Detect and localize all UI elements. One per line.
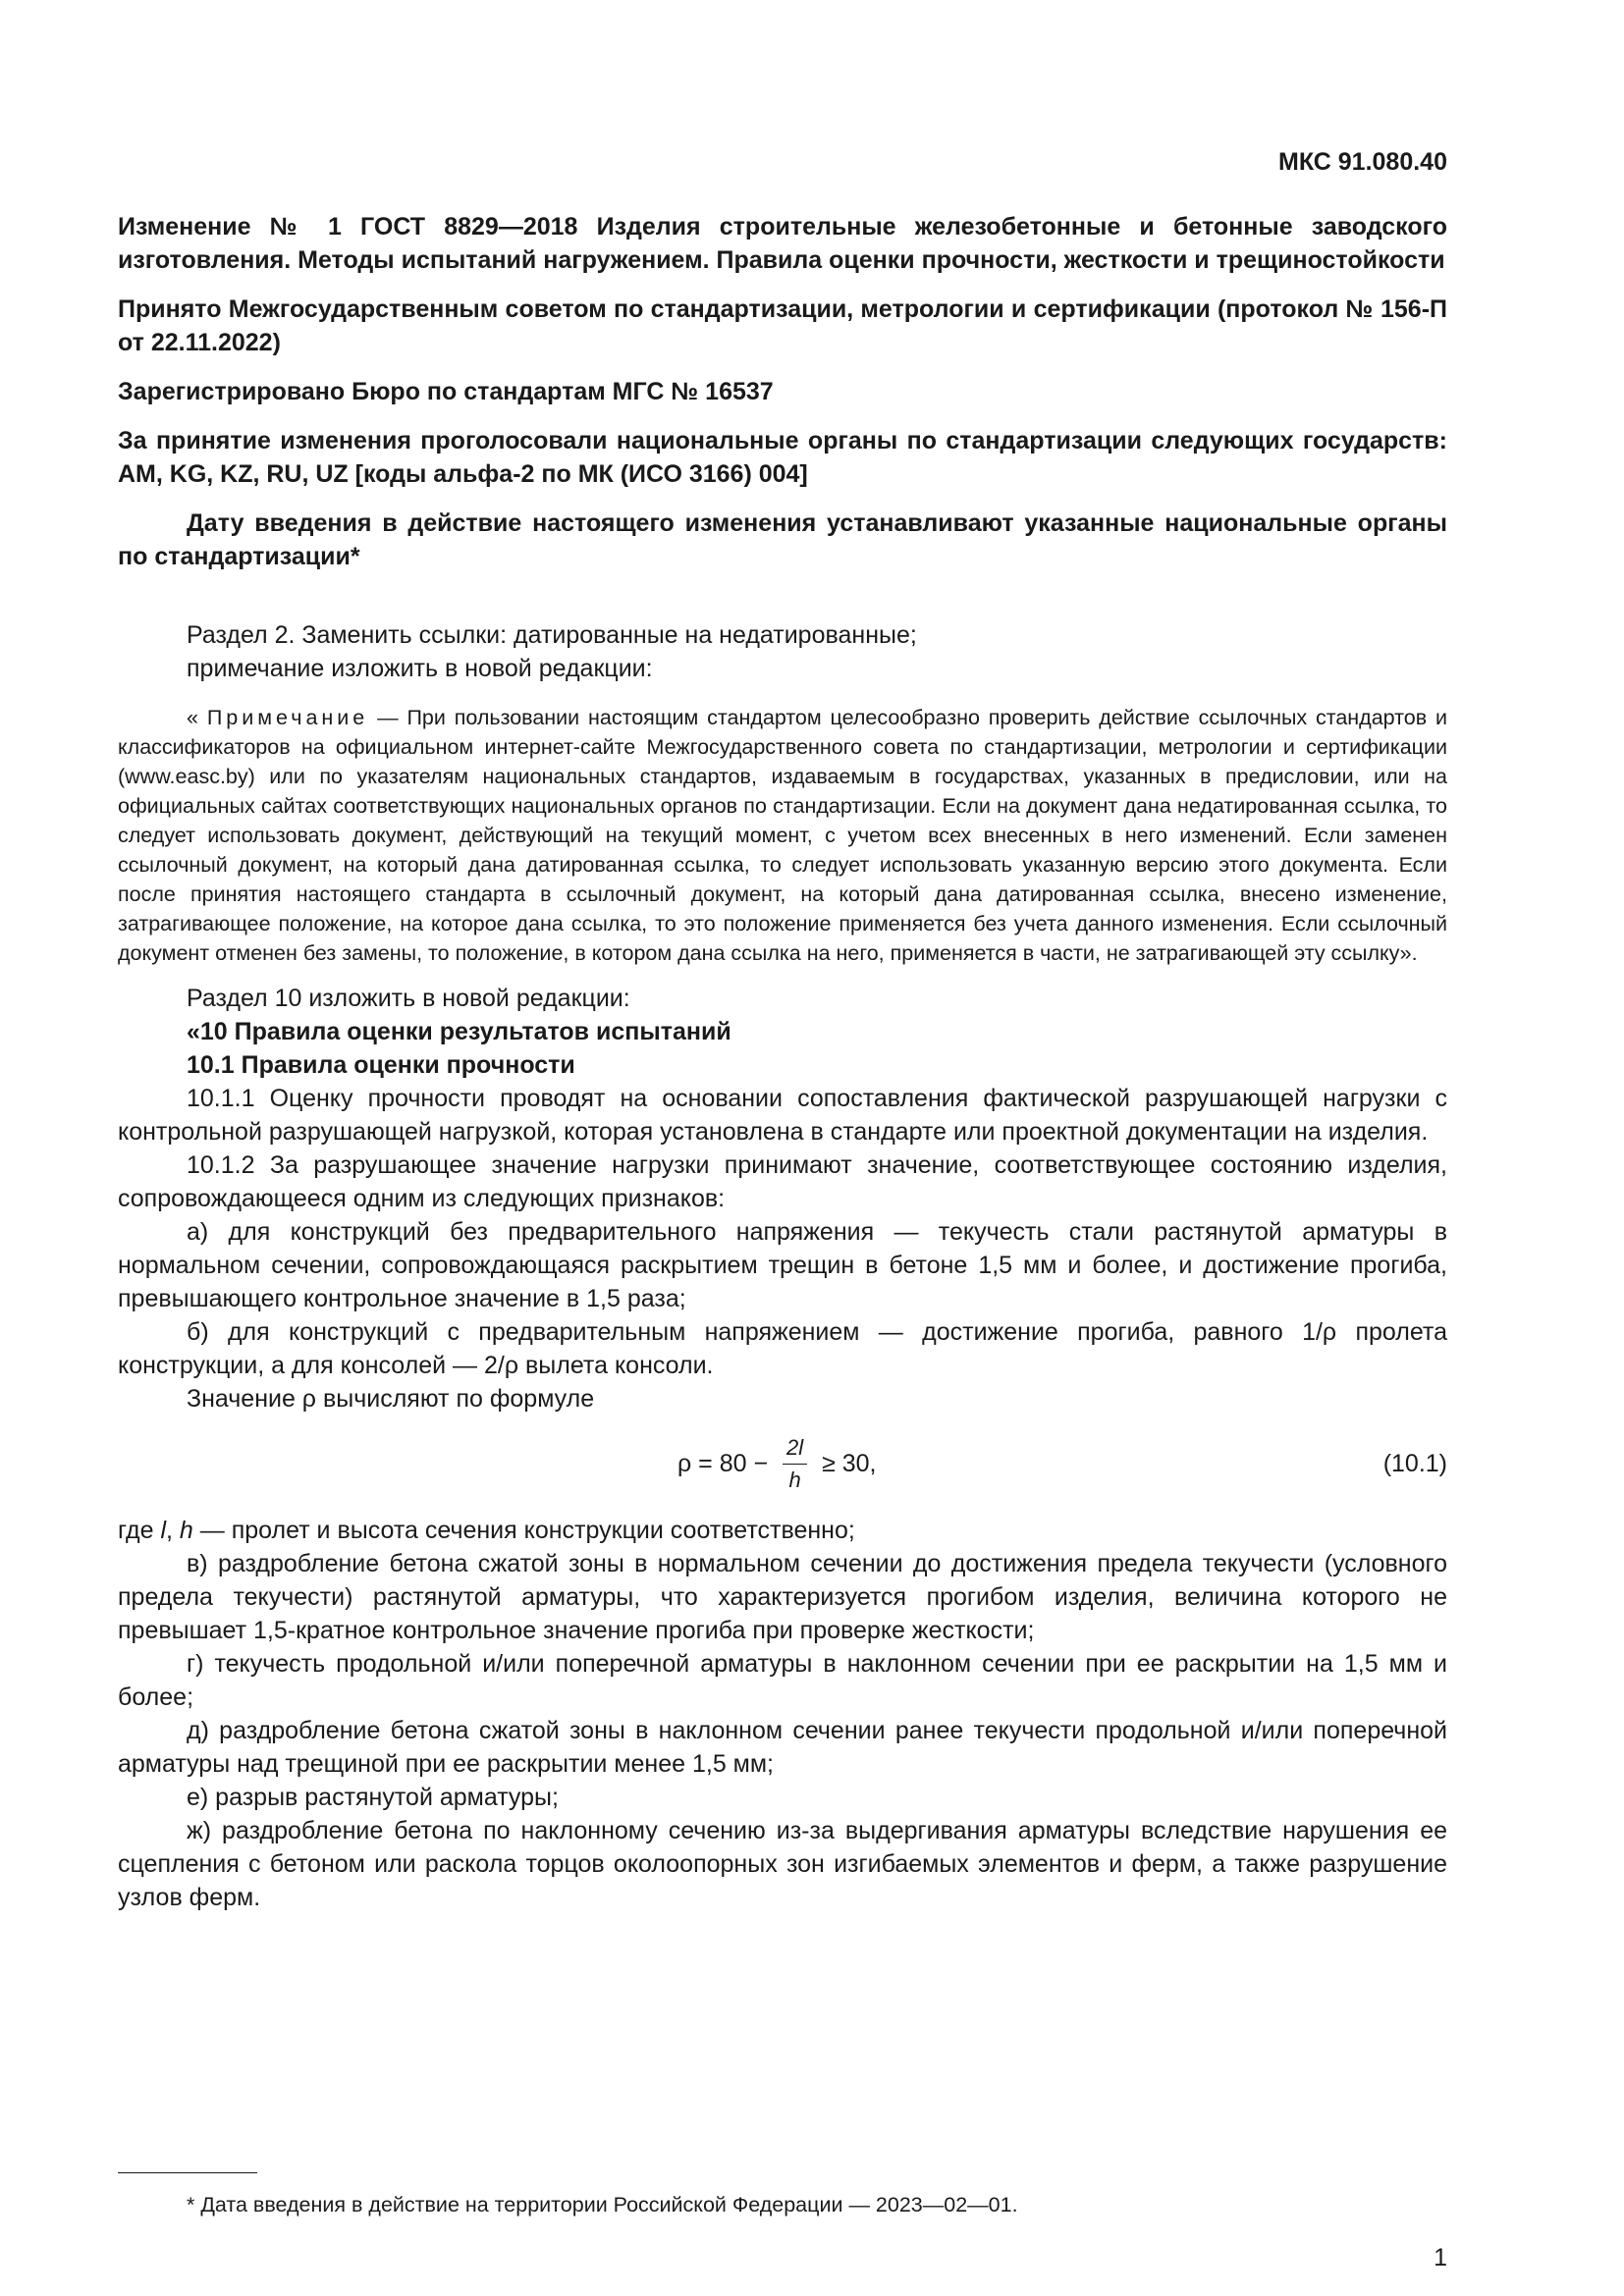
note-prefix: « — [187, 706, 207, 729]
mks-code: МКС 91.080.40 — [1278, 148, 1447, 176]
item-a: а) для конструкций без предварительного напряжения — текучесть стали растянутой арматуры в нормальном сечении, сопровождающаяся раскрытием трещин в бетоне 1,5 мм и более, и достижение прогиба, превышающего контрольное значение в 1,5 раза; — [118, 1218, 1447, 1312]
item-b: б) для конструкций с предварительным напряжением — достижение прогиба, равного 1/ρ пролета конструкции, а для консолей — 2/ρ вылета консоли. — [118, 1318, 1447, 1379]
section2-line2: примечание изложить в новой редакции: — [187, 655, 653, 682]
item-e: е) разрыв растянутой арматуры; — [187, 1784, 559, 1811]
footnote: * Дата введения в действие на территории Российской Федерации — 2023—02—01. — [187, 2193, 1018, 2216]
formula-denominator: h — [788, 1467, 801, 1492]
adopted-statement: Принято Межгосударственным советом по стандартизации, метрологии и сертификации (протокол № 156-П от 22.11.2022) — [118, 295, 1447, 356]
formula-10-1 — [118, 1421, 1447, 1506]
formula-rhs: ≥ 30, — [815, 1449, 877, 1477]
registered-statement: Зарегистрировано Бюро по стандартам МГС № 16537 — [118, 378, 774, 405]
paragraph-10-1-1: 10.1.1 Оценку прочности проводят на основании сопоставления фактической разрушающей нагрузки с контрольной разрушающей нагрузкой, которая установлена в стандарте или проектной документации на изделия. — [118, 1085, 1447, 1146]
section10-heading: «10 Правила оценки результатов испытаний — [187, 1018, 731, 1045]
where-l: l — [160, 1517, 166, 1544]
where-sep: , — [166, 1517, 180, 1544]
effective-date-statement: Дату введения в действие настоящего изменения устанавливают указанные национальные органы по стандартизации* — [118, 509, 1447, 570]
item-v: в) раздробление бетона сжатой зоны в нормальном сечении до достижения предела текучести (условного предела текучести) растянутой арматуры, что характеризуется прогибом изделия, величина которого не превышает 1,5-кратное контрольное значение прогиба при проверке жесткости; — [118, 1550, 1447, 1644]
voted-statement: За принятие изменения проголосовали национальные органы по стандартизации следующих государств: AM, KG, KZ, RU, UZ [коды альфа-2 по МК (ИСО 3166) 004] — [118, 427, 1447, 488]
formula-fraction — [783, 1434, 807, 1494]
formula-lhs: ρ = 80 − — [677, 1449, 776, 1477]
where-rest: — пролет и высота сечения конструкции соответственно; — [192, 1517, 855, 1544]
note-text: — При пользовании настоящим стандартом целесообразно проверить действие ссылочных стандартов и классификаторов на официальном интернет-сайте Межгосударственного совета по стандартизации, метрологии и сертификации (www.easc.by) или по указателям национальных стандартов, издаваемым в государствах, указанных в предисловии, или на официальных сайтах соответствующих национальных органов по стандартизации. Если на документ дана недатированная ссылка, то следует использовать документ, действующий на текущий момент, с учетом всех внесенных в него изменений. Если заменен ссылочный документ, на который дана датированная ссылка, то следует использовать указанную версию этого документа. Если после принятия настоящего стандарта в ссылочный документ, на который дана датированная ссылка, внесено изменение, затрагивающее положение, на которое дана ссылка, то это положение применяется без учета данного изменения. Если ссылочный документ отменен без замены, то положение, в котором дана ссылка на него, применяется в части, не затрагивающей эту ссылку». — [118, 706, 1448, 965]
section2-note — [118, 703, 1447, 968]
rho-intro: Значение ρ вычисляют по формуле — [187, 1385, 595, 1413]
where-clause — [118, 1514, 1447, 1547]
formula-expression — [677, 1421, 877, 1506]
note-label: Примечание — [206, 706, 369, 729]
where-h: h — [179, 1517, 193, 1544]
formula-numerator: 2l — [783, 1434, 807, 1465]
amendment-title: Изменение № 1 ГОСТ 8829—2018 Изделия строительные железобетонные и бетонные заводского изготовления. Методы испытаний нагружением. Правила оценки прочности, жесткости и трещиностойкости — [118, 213, 1447, 274]
where-prefix: где — [118, 1517, 161, 1544]
section2-line1: Раздел 2. Заменить ссылки: датированные на недатированные; — [187, 621, 917, 649]
page-number: 1 — [1434, 2244, 1447, 2271]
item-g: г) текучесть продольной и/или поперечной арматуры в наклонном сечении при ее раскрытии на 1,5 мм и более; — [118, 1650, 1447, 1711]
section10-1-heading: 10.1 Правила оценки прочности — [187, 1051, 575, 1079]
item-zh: ж) раздробление бетона по наклонному сечению из-за выдергивания арматуры вследствие нарушения ее сцепления с бетоном или раскола торцов околоопорных зон изгибаемых элементов и ферм, а также разрушение узлов ферм. — [118, 1817, 1447, 1911]
paragraph-10-1-2: 10.1.2 За разрушающее значение нагрузки принимают значение, соответствующее состоянию изделия, сопровождающееся одним из следующих признаков: — [118, 1151, 1447, 1212]
formula-number: (10.1) — [1382, 1449, 1447, 1477]
item-d: д) раздробление бетона сжатой зоны в наклонном сечении ранее текучести продольной и/или поперечной арматуры над трещиной при ее раскрытии менее 1,5 мм; — [118, 1717, 1447, 1778]
section10-intro: Раздел 10 изложить в новой редакции: — [187, 985, 630, 1012]
footnote-rule — [118, 2172, 257, 2173]
